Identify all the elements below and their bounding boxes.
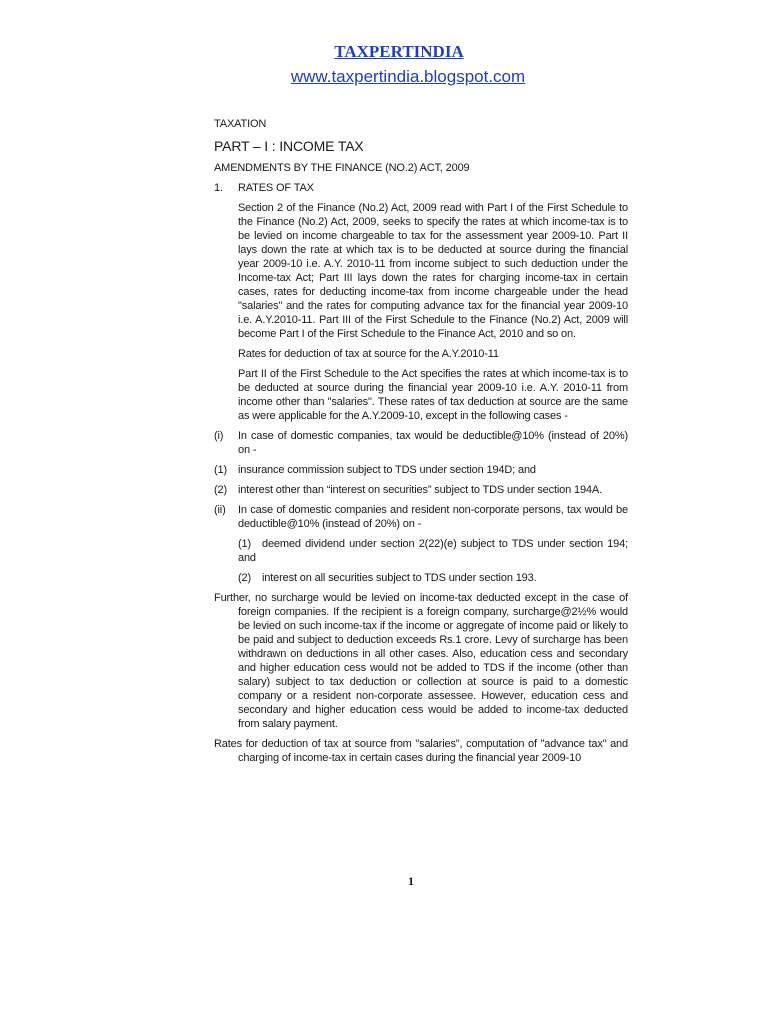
paragraph-salaries-heading: Rates for deduction of tax at source from "salaries", computation of "advance tax" and charging of income-tax in certain cases during the financial year 2009-10: [214, 738, 628, 764]
section-label: TAXATION: [214, 118, 267, 130]
list-marker: (i): [214, 430, 224, 442]
paragraph-part-two: Part II of the First Schedule to the Act specifies the rates at which income-tax is to be deducted at source during the financial year 2009-10 i.e. A.Y. 2010-11 from income other than "salaries". These rates of tax deduction at source are the same as were applicable for the A.Y.2009-10, except in the following cases -: [238, 368, 628, 422]
list-text: In case of domestic companies, tax would be deductible@10% (instead of 20%) on -: [238, 430, 628, 456]
item-number: 1.: [214, 182, 223, 194]
sub-list-item: [238, 571, 628, 585]
page-number: 1: [408, 874, 414, 888]
list-item: [214, 503, 628, 531]
list-item: [214, 483, 628, 497]
paragraph-surcharge: Further, no surcharge would be levied on income-tax deducted except in the case of foreign companies. If the recipient is a foreign company, surcharge@2½% would be levied on such income-tax if the income or aggregate of income paid or likely to be paid and subject to deduction exceeds Rs.1 crore. Levy of surcharge has been withdrawn on deductions in all other cases. Also, education cess and secondary and higher education cess would not be added to TDS if the income (other than salary) subject to tax deduction or collection at source is paid to a domestic company or a resident non-corporate assessee. However, education cess and secondary and higher education cess would be added to income-tax deducted from salary payment.: [214, 592, 628, 730]
list-text: In case of domestic companies and resident non-corporate persons, tax would be deductible@10% (instead of 20%) on -: [238, 504, 628, 530]
list-marker: (ii): [214, 504, 226, 516]
amendments-heading: AMENDMENTS BY THE FINANCE (NO.2) ACT, 2009: [214, 162, 470, 174]
list-marker: (1): [214, 464, 227, 476]
item-title: RATES OF TAX: [238, 182, 314, 194]
sub-list-marker: (2): [238, 572, 251, 584]
document-body: [214, 117, 628, 771]
paragraph-tds-heading: Rates for deduction of tax at source for the A.Y.2010-11: [238, 348, 499, 360]
sub-list-item: [238, 537, 628, 565]
list-marker: (2): [214, 484, 227, 496]
list-text: insurance commission subject to TDS under section 194D; and: [238, 464, 536, 476]
list-item: [214, 463, 628, 477]
site-name: TAXPERTINDIA: [334, 42, 464, 61]
list-text: interest other than “interest on securities” subject to TDS under section 194A.: [238, 484, 602, 496]
list-item: [214, 429, 628, 457]
item-heading: [214, 181, 628, 195]
sub-list-text: interest on all securities subject to TDS under section 193.: [262, 572, 537, 584]
site-url-link[interactable]: www.taxpertindia.blogspot.com: [290, 67, 526, 86]
sub-list-marker: (1): [238, 538, 251, 550]
sub-list-text: deemed dividend under section 2(22)(e) subject to TDS under section 194; and: [238, 538, 628, 564]
paragraph-rates-intro: Section 2 of the Finance (No.2) Act, 2009 read with Part I of the First Schedule to the Finance (No.2) Act, 2009, seeks to specify the rates at which income-tax is to be levied on income chargeable to tax for the assessment year 2009-10. Part II lays down the rate at which tax is to be deducted at source during the financial year 2009-10 i.e. A.Y. 2010-11 from income subject to such deduction under the Income-tax Act; Part III lays down the rates for charging income-tax in certain cases, rates for deducting income-tax from income chargeable under the head "salaries" and the rates for computing advance tax for the financial year 2009-10 i.e. A.Y.2010-11. Part III of the First Schedule to the Finance (No.2) Act, 2009 will become Part I of the First Schedule to the Finance Act, 2010 and so on.: [238, 202, 628, 340]
part-title: PART – I : INCOME TAX: [214, 138, 364, 154]
